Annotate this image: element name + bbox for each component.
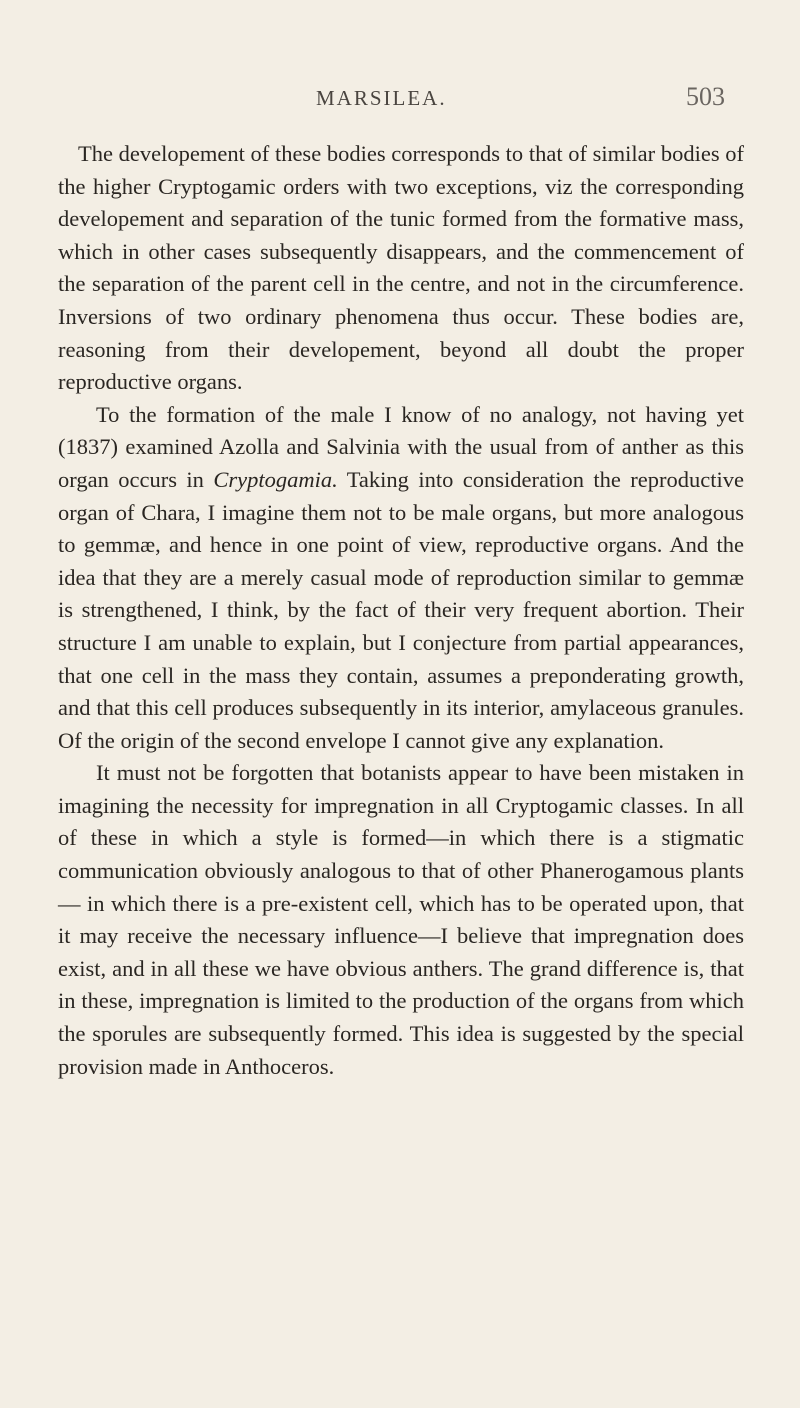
paragraph-male-formation-text-b: Taking into consideration the reproductive organ of Chara, I imagine them not to be male organs, but more analogous to gemmæ, and hence in one point of view, reproductive organs. And the idea that they are a merely casual mode of reproduction similar to gemmæ is strengthened, I think, by the fact of their very frequent abortion. Their structure I am unable to explain, but I conjecture from partial appearances, that one cell in the mass they contain, assumes a preponderating growth, and that this cell produces subsequently in its interior, amylaceous granules. Of the origin of the second envelope I cannot give any explanation. [58, 466, 745, 753]
cryptogamia-italic: Cryptogamia. [213, 466, 338, 492]
body-text [58, 138, 744, 1083]
paragraph-male-formation [58, 399, 744, 758]
running-head [0, 82, 800, 116]
paragraph-developement: The developement of these bodies corresponds to that of similar bodies of the higher Cryptogamic orders with two exceptions, viz the corresponding developement and separation of the tunic formed from the formative mass, which in other cases subsequently disappears, and the commencement of the separation of the parent cell in the centre, and not in the circumference. Inversions of two ordinary phenomena thus occur. These bodies are, reasoning from their developement, beyond all doubt the proper reproductive organs. [58, 141, 744, 395]
page-number: 503 [686, 82, 725, 111]
running-title: MARSILEA. [316, 86, 447, 110]
paragraph-male-formation-text-a: To the formation of the male I know of no analogy, not having yet (1837) examined Azolla and Salvinia with the usual from of anther as this organ occurs in [58, 401, 744, 492]
paragraph-impregnation: It must not be forgotten that botanists appear to have been mistaken in imagining the necessity for impregnation in all Cryptogamic classes. In all of these in which a style is formed—in which there is a stigmatic communication obviously analogous to that of other Phanerogamous plants— in which there is a pre-existent cell, which has to be operated upon, that it may receive the necessary influence—I believe that impregnation does exist, and in all these we have obvious anthers. The grand difference is, that in these, impregnation is limited to the production of the organs from which the sporules are subsequently formed. This idea is suggested by the special provision made in Anthoceros. [58, 760, 744, 1079]
